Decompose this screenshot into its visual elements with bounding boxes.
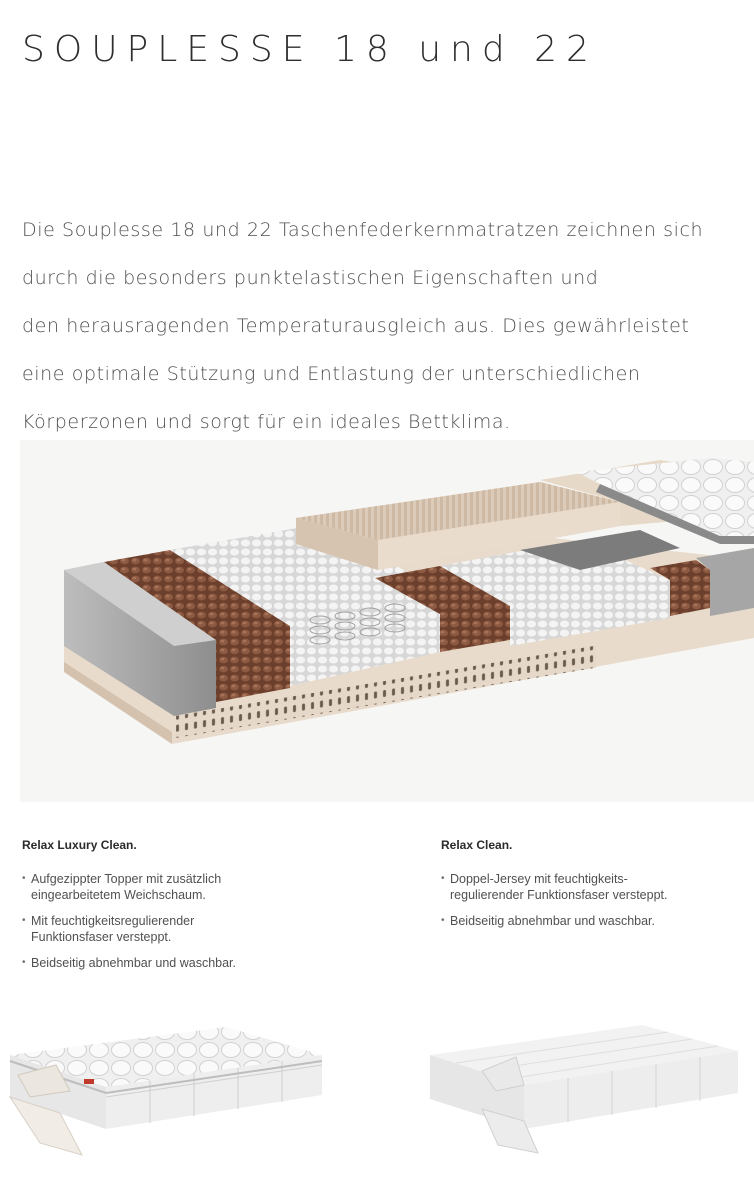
page-title: SOUPLESSE 18 und 22 xyxy=(22,29,598,70)
intro-line: durch die besonders punktelastischen Eigenschaften und xyxy=(22,267,599,289)
feature-relax-luxury-clean xyxy=(22,837,402,981)
feature-bullet-list xyxy=(22,871,402,971)
intro-line: Die Souplesse 18 und 22 Taschenfederkernmatratzen zeichnen sich xyxy=(22,219,704,241)
feature-bullet: • Aufgezippter Topper mit zusätzlich eingearbeitetem Weichschaum. xyxy=(22,872,222,902)
intro-line: eine optimale Stützung und Entlastung der unterschiedlichen xyxy=(22,363,641,385)
feature-title: Relax Clean. xyxy=(441,838,513,852)
feature-relax-clean xyxy=(441,837,741,939)
intro-line: den herausragenden Temperaturausgleich aus. Dies gewährleistet xyxy=(22,315,690,337)
bullet-dot-icon: • xyxy=(22,957,26,968)
feature-bullet: • Doppel-Jersey mit feuchtigkeits- regulierender Funktionsfaser versteppt. xyxy=(441,872,668,902)
feature-bullet: • Beidseitig abnehmbar und waschbar. xyxy=(441,914,655,928)
bullet-dot-icon: • xyxy=(441,915,445,926)
intro-line: Körperzonen und sorgt für ein ideales Bettklima. xyxy=(22,411,511,433)
feature-bullet-list xyxy=(441,871,741,929)
feature-title: Relax Luxury Clean. xyxy=(22,838,137,852)
mattress-luxury-topper-image xyxy=(0,1005,340,1200)
bullet-dot-icon: • xyxy=(441,873,445,884)
mattress-cutaway-image xyxy=(20,440,754,802)
feature-bullet: • Beidseitig abnehmbar und waschbar. xyxy=(22,956,236,970)
bullet-dot-icon: • xyxy=(22,873,26,884)
feature-bullet: • Mit feuchtigkeitsregulierender Funktionsfaser versteppt. xyxy=(22,914,195,944)
bullet-dot-icon: • xyxy=(22,915,26,926)
intro-paragraph xyxy=(22,206,742,446)
mattress-jersey-cover-image xyxy=(412,1005,754,1200)
